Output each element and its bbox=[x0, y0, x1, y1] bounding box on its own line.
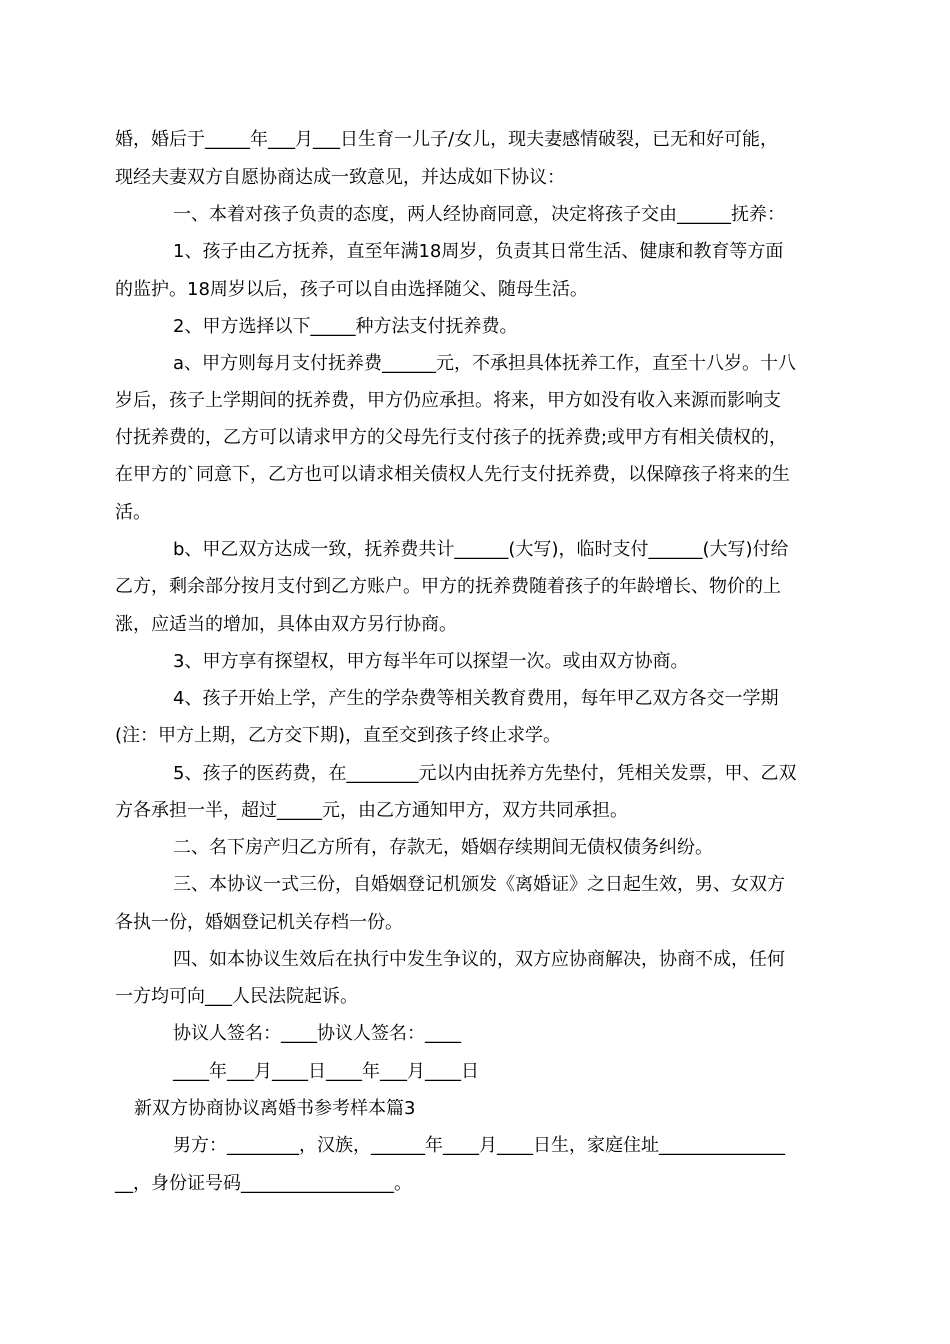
clause-4-line-1: 四、如本协议生效后在执行中发生争议的，双方应协商解决，协商不成，任何 bbox=[173, 949, 785, 970]
item-a-line-1: a、甲方则每月支付抚养费______元，不承担具体抚养工作，直至十八岁。十八 bbox=[173, 353, 797, 374]
item-a-line-3: 付抚养费的，乙方可以请求甲方的父母先行支付孩子的抚养费;或甲方有相关债权的， bbox=[115, 427, 788, 448]
item-a-line-5: 活。 bbox=[115, 502, 151, 523]
item-3-line: 3、甲方享有探望权，甲方每半年可以探望一次。或由双方协商。 bbox=[173, 651, 689, 672]
clause-1-heading: 一、本着对孩子负责的态度，两人经协商同意，决定将孩子交由______抚养： bbox=[173, 204, 785, 225]
party-male-line-1: 男方：________，汉族，______年____月____日生，家庭住址______________ bbox=[173, 1135, 785, 1156]
item-1-line-1: 1、孩子由乙方抚养，直至年满18周岁，负责其日常生活、健康和教育等方面 bbox=[173, 241, 784, 262]
item-b-line-1: b、甲乙双方达成一致，抚养费共计______(大写)，临时支付______(大写)付给 bbox=[173, 539, 789, 560]
party-male-line-2: __，身份证号码_________________。 bbox=[115, 1173, 412, 1194]
item-5-line-2: 方各承担一半，超过_____元，由乙方通知甲方，双方共同承担。 bbox=[115, 800, 628, 821]
date-line: ____年___月____日____年___月____日 bbox=[173, 1061, 479, 1082]
item-4-line-2: (注：甲方上期，乙方交下期)，直至交到孩子终止求学。 bbox=[115, 725, 562, 746]
item-1-line-2: 的监护。18周岁以后，孩子可以自由选择随父、随母生活。 bbox=[115, 279, 588, 300]
clause-2-line: 二、名下房产归乙方所有，存款无，婚姻存续期间无债权债务纠纷。 bbox=[173, 837, 713, 858]
item-2-line: 2、甲方选择以下_____种方法支付抚养费。 bbox=[173, 316, 518, 337]
clause-4-line-2: 一方均可向___人民法院起诉。 bbox=[115, 986, 358, 1007]
clause-3-line-2: 各执一份，婚姻登记机关存档一份。 bbox=[115, 912, 403, 933]
item-a-line-4: 在甲方的`同意下，乙方也可以请求相关债权人先行支付抚养费，以保障孩子将来的生 bbox=[115, 464, 790, 485]
item-5-line-1: 5、孩子的医药费，在________元以内由抚养方先垫付，凭相关发票，甲、乙双 bbox=[173, 763, 797, 784]
item-a-line-2: 岁后，孩子上学期间的抚养费，甲方仍应承担。将来，甲方如没有收入来源而影响支 bbox=[115, 390, 781, 411]
body-line-2: 现经夫妻双方自愿协商达成一致意见，并达成如下协议： bbox=[115, 167, 565, 188]
signature-line: 协议人签名：____协议人签名：____ bbox=[173, 1023, 461, 1044]
item-b-line-2: 乙方，剩余部分按月支付到乙方账户。甲方的抚养费随着孩子的年龄增长、物价的上 bbox=[115, 576, 781, 597]
body-line-1: 婚，婚后于_____年___月___日生育一儿子/女儿，现夫妻感情破裂，已无和好可能， bbox=[115, 129, 779, 150]
item-b-line-3: 涨，应适当的增加，具体由双方另行协商。 bbox=[115, 614, 457, 635]
section-title: 新双方协商协议离婚书参考样本篇3 bbox=[134, 1098, 416, 1119]
clause-3-line-1: 三、本协议一式三份，自婚姻登记机颁发《离婚证》之日起生效，男、女双方 bbox=[173, 874, 785, 895]
item-4-line-1: 4、孩子开始上学，产生的学杂费等相关教育费用，每年甲乙双方各交一学期 bbox=[173, 688, 779, 709]
